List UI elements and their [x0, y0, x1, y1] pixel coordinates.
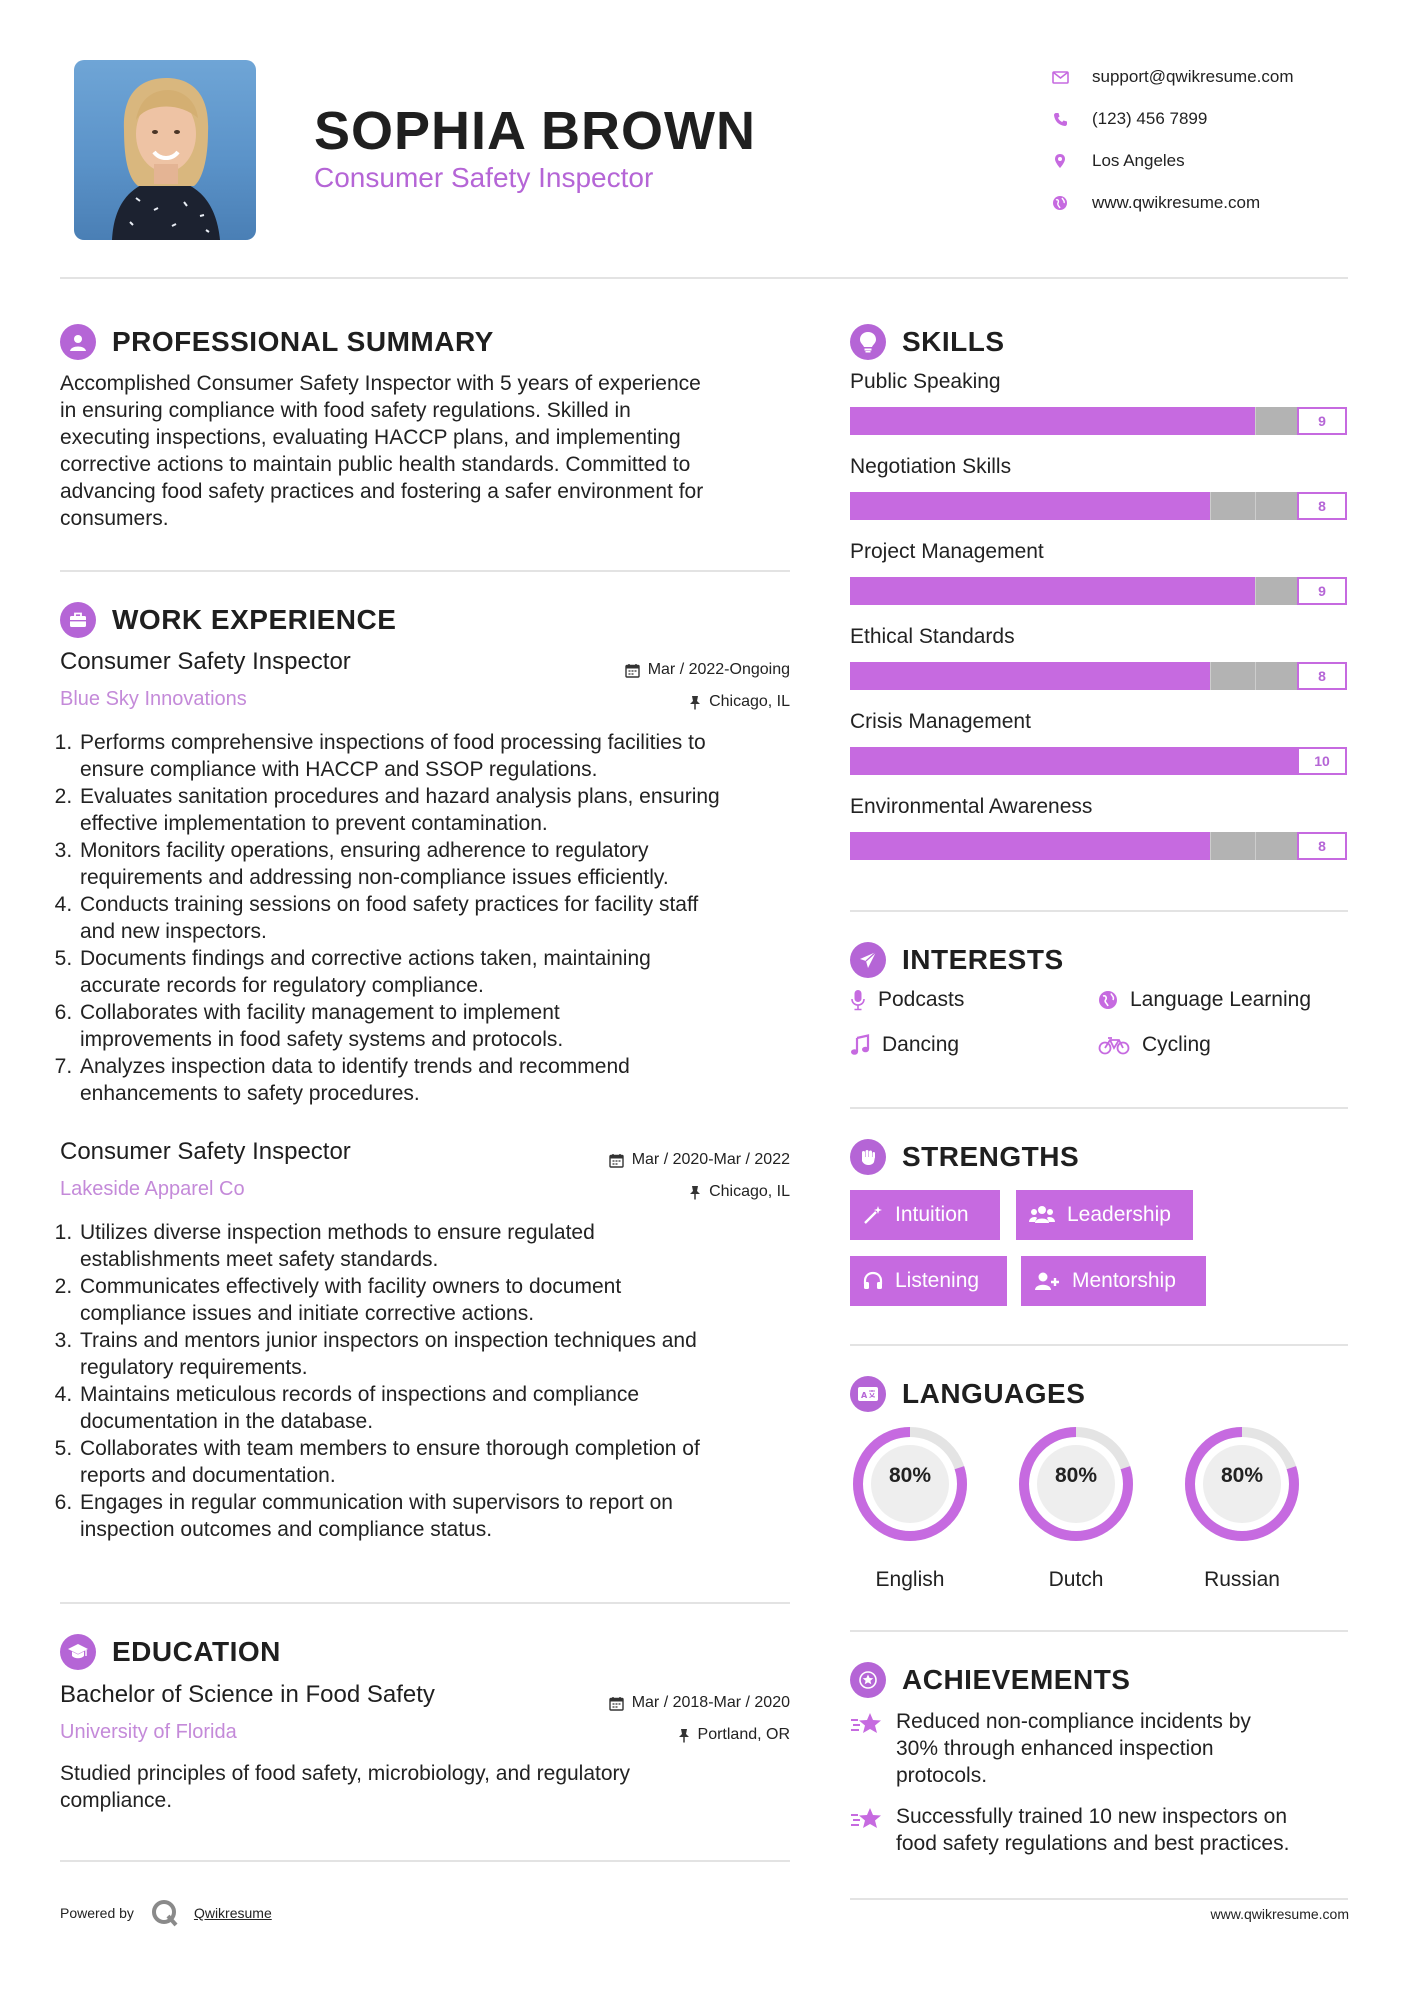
interest-item	[850, 988, 964, 1012]
summary-divider	[60, 570, 790, 572]
summary-text	[60, 370, 800, 532]
skill-segment-divider	[1210, 832, 1211, 860]
interest-label: Cycling	[1142, 1033, 1211, 1056]
strength-tag	[1016, 1190, 1193, 1240]
degree-title: Bachelor of Science in Food Safety	[60, 1681, 435, 1708]
profile-photo	[74, 60, 256, 240]
skill-segment-divider	[1255, 407, 1256, 435]
summary-line: executing inspections, evaluating HACCP plans, and implementing	[60, 426, 681, 449]
language-item	[848, 1422, 972, 1592]
contact-block	[1050, 56, 1294, 224]
achievement-item	[850, 1708, 1350, 1789]
job-title: Consumer Safety Inspector	[60, 648, 351, 675]
skill-name: Crisis Management	[850, 710, 1031, 733]
translate-icon	[850, 1376, 886, 1412]
interest-label: Language Learning	[1130, 988, 1312, 1011]
education-entry	[60, 1681, 790, 1814]
summary-heading	[60, 324, 494, 360]
summary-line: in ensuring compliance with food safety regulations. Skilled in	[60, 399, 631, 422]
interest-item	[1098, 1033, 1211, 1057]
list-item: 1. Utilizes diverse inspection methods to ensure regulated establishments meet safety standards.	[78, 1219, 790, 1273]
achievement-line: 30% through enhanced inspection	[896, 1737, 1214, 1760]
language-item	[1014, 1422, 1138, 1592]
skill-fill	[850, 492, 1210, 520]
candidate-title: Consumer Safety Inspector	[314, 162, 654, 193]
work-heading-label: WORK EXPERIENCE	[112, 604, 397, 635]
strength-tag	[1021, 1256, 1206, 1306]
summary-line: corrective actions to maintain public health standards. Committed to	[60, 453, 691, 476]
microphone-icon	[850, 989, 866, 1011]
skill-fill	[850, 662, 1210, 690]
strength-label: Leadership	[1067, 1203, 1171, 1226]
skill-bar	[850, 406, 1350, 434]
job-entry	[60, 1138, 790, 1543]
contact-email[interactable]	[1050, 56, 1294, 98]
contact-location	[1050, 140, 1294, 182]
skill-fill	[850, 577, 1255, 605]
graduation-cap-icon	[60, 1634, 96, 1670]
skill-item	[850, 795, 1350, 859]
map-pin-icon	[1050, 151, 1070, 171]
language-percent: 80%	[1054, 1464, 1098, 1487]
briefcase-icon	[60, 602, 96, 638]
shooting-star-icon	[850, 1710, 884, 1738]
job-date: Mar / 2022-Ongoing	[647, 661, 790, 678]
strength-label: Listening	[895, 1269, 980, 1292]
education-divider	[60, 1860, 790, 1862]
job-bullets	[60, 729, 790, 1107]
strength-tag	[850, 1256, 1007, 1306]
achievements-heading	[850, 1662, 1130, 1698]
job-date: Mar / 2020-Mar / 2022	[631, 1151, 790, 1168]
contact-email-text: support@qwikresume.com	[1092, 67, 1294, 86]
strength-label: Mentorship	[1072, 1269, 1176, 1292]
powered-by-text: Powered by	[60, 1905, 134, 1921]
skill-segment-divider	[1255, 662, 1256, 690]
qwikresume-link[interactable]: Qwikresume	[193, 1905, 272, 1921]
job-location: Chicago, IL	[709, 693, 790, 710]
strength-tag	[850, 1190, 1000, 1240]
svg-text:A: A	[861, 1391, 868, 1400]
achievement-line: Reduced non-compliance incidents by	[896, 1710, 1251, 1733]
summary-line: advancing food safety practices and fostering a safer environment for	[60, 480, 704, 503]
envelope-icon	[1050, 67, 1070, 87]
music-note-icon	[850, 1034, 870, 1056]
language-percent: 80%	[888, 1464, 932, 1487]
achievement-line: food safety regulations and best practices.	[896, 1832, 1290, 1855]
skill-name: Public Speaking	[850, 370, 1001, 393]
skill-bar	[850, 746, 1350, 774]
skill-fill	[850, 407, 1255, 435]
phone-icon	[1050, 109, 1070, 129]
skill-score: 10	[1297, 747, 1347, 775]
skill-item	[850, 710, 1350, 774]
summary-line: consumers.	[60, 507, 169, 530]
school-name: University of Florida	[60, 1721, 237, 1743]
header-divider	[60, 277, 1348, 279]
achievements-divider	[850, 1898, 1348, 1900]
skill-score: 8	[1297, 492, 1347, 520]
strengths-divider	[850, 1344, 1348, 1346]
skill-score: 9	[1297, 407, 1347, 435]
interests-divider	[850, 1107, 1348, 1109]
pushpin-icon	[678, 1728, 690, 1743]
globe-icon	[1098, 990, 1118, 1010]
skill-score: 8	[1297, 662, 1347, 690]
interests-heading	[850, 942, 1064, 978]
list-item: 6. Collaborates with facility management to implement improvements in food safety systems and protocols.	[78, 999, 790, 1053]
shooting-star-icon	[850, 1805, 884, 1833]
fist-icon	[850, 1139, 886, 1175]
contact-phone[interactable]	[1050, 98, 1294, 140]
skill-item	[850, 370, 1350, 434]
list-item: 7. Analyzes inspection data to identify trends and recommend enhancements to safety procedures.	[78, 1053, 790, 1107]
education-heading-label: EDUCATION	[112, 1636, 281, 1667]
contact-website[interactable]	[1050, 182, 1294, 224]
skill-fill	[850, 747, 1300, 775]
skill-segment-divider	[1255, 832, 1256, 860]
education-location: Portland, OR	[697, 1726, 790, 1743]
languages-divider	[850, 1630, 1348, 1632]
globe-icon	[1050, 193, 1070, 213]
list-item: 5. Documents findings and corrective actions taken, maintaining accurate records for regulatory compliance.	[78, 945, 790, 999]
list-item: 4. Maintains meticulous records of inspections and compliance documentation in the database.	[78, 1381, 790, 1435]
interest-item	[1098, 988, 1311, 1012]
language-item	[1180, 1422, 1304, 1592]
pushpin-icon	[689, 695, 701, 710]
bicycle-icon	[1098, 1035, 1130, 1055]
job-entry	[60, 648, 790, 1107]
strengths-heading-label: STRENGTHS	[902, 1141, 1080, 1172]
calendar-icon	[609, 1696, 624, 1711]
list-item: 2. Communicates effectively with facility owners to document compliance issues and initiate corrective actions.	[78, 1273, 790, 1327]
skill-bar	[850, 831, 1350, 859]
languages-heading	[850, 1376, 1085, 1412]
skill-segment-divider	[1255, 577, 1256, 605]
skills-heading	[850, 324, 1005, 360]
skill-score: 8	[1297, 832, 1347, 860]
work-divider	[60, 1602, 790, 1604]
skill-bar	[850, 661, 1350, 689]
education-heading	[60, 1634, 281, 1670]
achievement-item	[850, 1803, 1350, 1857]
skills-heading-label: SKILLS	[902, 326, 1005, 357]
skill-bar	[850, 576, 1350, 604]
user-plus-icon	[1034, 1271, 1060, 1291]
skill-segment-divider	[1255, 492, 1256, 520]
skill-bar	[850, 491, 1350, 519]
skills-divider	[850, 910, 1348, 912]
work-heading	[60, 602, 396, 638]
skill-item	[850, 540, 1350, 604]
interest-label: Podcasts	[878, 988, 965, 1011]
list-item: 2. Evaluates sanitation procedures and hazard analysis plans, ensuring effective implementation to prevent contamination.	[78, 783, 790, 837]
summary-heading-label: PROFESSIONAL SUMMARY	[112, 326, 494, 357]
job-meta	[609, 1144, 790, 1208]
language-name: Dutch	[1048, 1568, 1104, 1591]
skill-name: Environmental Awareness	[850, 795, 1093, 818]
achievement-line: protocols.	[896, 1764, 988, 1787]
education-description: Studied principles of food safety, microbiology, and regulatory compliance.	[60, 1762, 631, 1812]
skill-name: Negotiation Skills	[850, 455, 1012, 478]
job-location: Chicago, IL	[709, 1183, 790, 1200]
list-item: 3. Trains and mentors junior inspectors on inspection techniques and regulatory requirements.	[78, 1327, 790, 1381]
award-icon	[850, 1662, 886, 1698]
strengths-heading	[850, 1139, 1079, 1175]
job-title: Consumer Safety Inspector	[60, 1138, 351, 1165]
languages-heading-label: LANGUAGES	[902, 1378, 1086, 1409]
language-percent: 80%	[1220, 1464, 1264, 1487]
list-item: 4. Conducts training sessions on food safety practices for facility staff and new inspectors.	[78, 891, 790, 945]
interest-label: Dancing	[882, 1033, 960, 1056]
interest-item	[850, 1033, 959, 1057]
headphones-icon	[863, 1271, 883, 1291]
language-name: Russian	[1204, 1568, 1280, 1591]
language-name: English	[875, 1568, 945, 1591]
skill-segment-divider	[1210, 662, 1211, 690]
job-company: Lakeside Apparel Co	[60, 1178, 245, 1200]
skill-item	[850, 455, 1350, 519]
calendar-icon	[609, 1153, 624, 1168]
lightbulb-icon	[850, 324, 886, 360]
contact-location-text: Los Angeles	[1092, 151, 1185, 170]
qwikresume-logo-icon	[150, 1898, 180, 1928]
education-date: Mar / 2018-Mar / 2020	[631, 1694, 790, 1711]
achievements-heading-label: ACHIEVEMENTS	[902, 1664, 1131, 1695]
contact-phone-text: (123) 456 7899	[1092, 109, 1208, 128]
skill-segment-divider	[1210, 492, 1211, 520]
job-meta	[625, 654, 790, 718]
list-item: 5. Collaborates with team members to ensure thorough completion of reports and documentation.	[78, 1435, 790, 1489]
pushpin-icon	[689, 1185, 701, 1200]
candidate-name: SOPHIA BROWN	[314, 101, 756, 161]
skill-name: Project Management	[850, 540, 1044, 563]
paper-plane-icon	[850, 942, 886, 978]
user-icon	[60, 324, 96, 360]
skill-fill	[850, 832, 1210, 860]
footer-website-link[interactable]: www.qwikresume.com	[1210, 1906, 1349, 1922]
contact-website-text: www.qwikresume.com	[1092, 193, 1261, 212]
list-item: 6. Engages in regular communication with supervisors to report on inspection outcomes and compliance status.	[78, 1489, 790, 1543]
magic-wand-icon	[863, 1205, 883, 1225]
achievement-line: Successfully trained 10 new inspectors on	[896, 1805, 1288, 1828]
users-icon	[1029, 1205, 1055, 1225]
job-bullets	[60, 1219, 790, 1543]
education-meta	[609, 1687, 790, 1751]
footer-powered-by	[60, 1898, 272, 1928]
strength-label: Intuition	[895, 1203, 969, 1226]
skill-score: 9	[1297, 577, 1347, 605]
skill-name: Ethical Standards	[850, 625, 1015, 648]
interests-heading-label: INTERESTS	[902, 944, 1064, 975]
summary-line: Accomplished Consumer Safety Inspector with 5 years of experience	[60, 372, 701, 395]
job-company: Blue Sky Innovations	[60, 688, 247, 710]
list-item: 3. Monitors facility operations, ensuring adherence to regulatory requirements and addressing non-compliance issues efficiently.	[78, 837, 790, 891]
skill-item	[850, 625, 1350, 689]
calendar-icon	[625, 663, 640, 678]
list-item: 1. Performs comprehensive inspections of food processing facilities to ensure compliance with HACCP and SSOP regulations.	[78, 729, 790, 783]
